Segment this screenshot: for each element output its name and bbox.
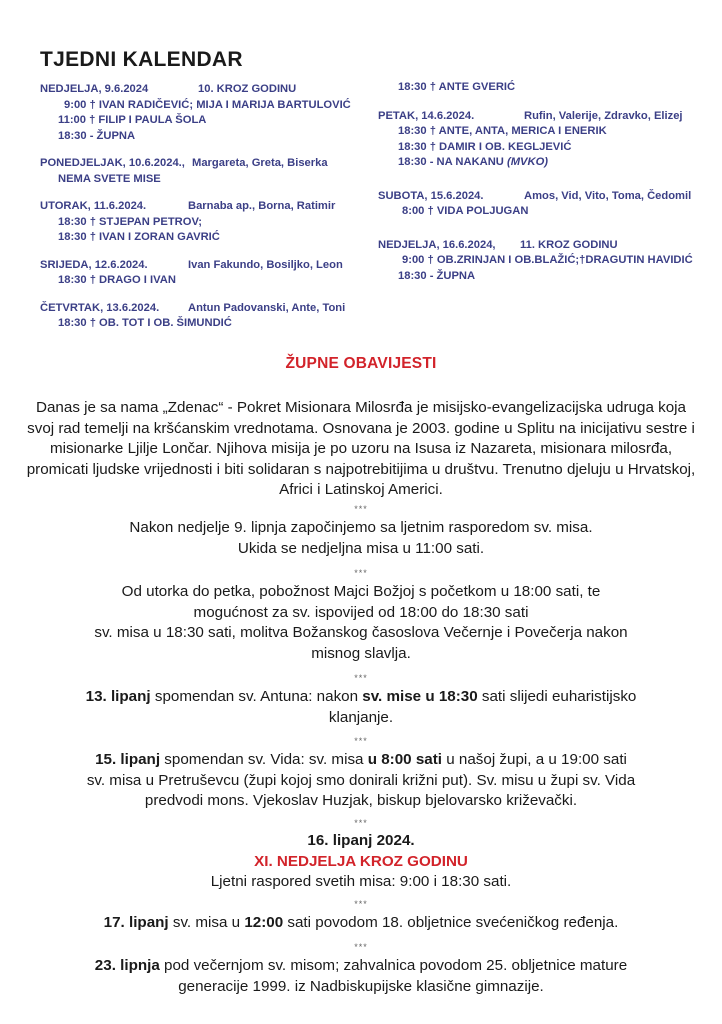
calendar-day-header (40, 82, 370, 98)
notice-line: klanjanje. (328, 708, 394, 726)
calendar-entry: 18:30 † IVAN I ZORAN GAVRIĆ (58, 231, 220, 243)
notice-text: sati povodom 18. obljetnice svećeničkog ređenja. (283, 914, 619, 931)
calendar-entry: 18:30 † OB. TOT I OB. ŠIMUNDIĆ (58, 317, 232, 329)
notice-line: Ukida se nedjeljna misa u 11:00 sati. (237, 539, 485, 557)
notice-line: sv. misa u 18:30 sati, molitva Božanskog časoslova Večernje i Povečerja nakon (94, 624, 628, 641)
notice-line (26, 913, 696, 934)
calendar-entry: 18:30 † DRAGO I IVAN (58, 274, 176, 286)
calendar-entry: NEMA SVETE MISE (58, 172, 161, 185)
notice-date-heading: 16. lipanj 2024. (307, 832, 415, 849)
notice-text: spomendan sv. Antuna: nakon (150, 688, 363, 705)
calendar-right-column (378, 80, 698, 284)
calendar-day-header (378, 189, 698, 205)
calendar-day-header (40, 258, 370, 274)
calendar-entry-text: 18:30 - NA NAKANU (398, 156, 504, 168)
notice-text: u našoj župi, a u 19:00 sati (442, 751, 627, 768)
calendar-entry: 9:00 † IVAN RADIČEVIĆ; MIJA I MARIJA BARTULOVIĆ (64, 98, 351, 111)
notice-text: pod večernjom sv. misom; zahvalnica povodom 25. obljetnice mature (159, 957, 628, 974)
page-title: TJEDNI KALENDAR (40, 48, 243, 71)
notice-line: generacije 1999. iz Nadbiskupijske klasične gimnazije. (178, 977, 544, 995)
notice-date: 17. lipanj (103, 914, 169, 931)
notice-date: 15. lipanj (95, 751, 161, 768)
notice-emphasis: sv. mise u 18:30 (362, 688, 478, 705)
calendar-entry (378, 155, 698, 171)
notice-paragraph (26, 913, 696, 934)
notice-text: sv. misa u (168, 914, 245, 931)
calendar-day-header (40, 301, 370, 317)
notice-line: predvodi mons. Vjekoslav Huzjak, biskup bjelovarsko križevački. (144, 792, 578, 809)
notice-date: 13. lipanj (85, 688, 151, 705)
calendar-day-saints: Margareta, Greta, Biserka (192, 157, 328, 169)
calendar-day-saints: Amos, Vid, Vito, Toma, Čedomil (524, 189, 692, 202)
calendar-entry: 18:30 † STJEPAN PETROV; (58, 215, 203, 228)
calendar-day-liturgy: 11. KROZ GODINU (520, 238, 618, 251)
calendar-day-header (378, 109, 698, 125)
separator: *** (354, 942, 368, 952)
notice-line: Ljetni raspored svetih misa: 9:00 i 18:30 sati. (210, 873, 512, 890)
separator: *** (354, 736, 368, 746)
separator: *** (354, 818, 368, 828)
calendar-day-saints: Ivan Fakundo, Bosiljko, Leon (188, 258, 343, 271)
notice-line: sv. misa u Pretruševcu (župi kojoj smo donirali križni put). Sv. misu u župi sv. Vida (86, 771, 636, 789)
calendar-day-date: SRIJEDA, 12.6.2024. (40, 258, 148, 271)
calendar-entry: 18:30 - ŽUPNA (398, 269, 476, 282)
notice-text: spomendan sv. Vida: sv. misa (160, 751, 368, 768)
notice-emphasis: u 8:00 sati (367, 751, 443, 768)
separator: *** (354, 568, 368, 578)
separator: *** (354, 899, 368, 909)
calendar-left-column (40, 82, 370, 332)
calendar-day-date: SUBOTA, 15.6.2024. (378, 189, 484, 202)
calendar-day-header (40, 199, 370, 215)
notice-line (26, 956, 696, 977)
calendar-entry: 18:30 † ANTE GVERIĆ (398, 81, 516, 93)
calendar-day-header (40, 156, 370, 172)
notice-line: Nakon nedjelje 9. lipnja započinjemo sa ljetnim rasporedom sv. misa. (129, 519, 593, 536)
calendar-day-saints: Rufin, Valerije, Zdravko, Elizej (524, 109, 683, 122)
calendar-entry: 18:30 - ŽUPNA (58, 129, 136, 142)
notice-line: mogućnost za sv. ispovijed od 18:00 do 18:30 sati (193, 603, 529, 621)
notice-line: misnog slavlja. (311, 644, 411, 662)
separator: *** (354, 504, 368, 514)
calendar-day-saints: Antun Padovanski, Ante, Toni (188, 301, 346, 314)
notice-text: sati slijedi euharistijsko (477, 688, 637, 705)
calendar-entry: 18:30 † DAMIR I OB. KEGLJEVIĆ (398, 140, 572, 153)
calendar-entry-note: (MVKO) (507, 156, 549, 168)
calendar-day-header (378, 238, 698, 254)
notice-date: 23. lipnja (94, 957, 160, 974)
calendar-day-liturgy: 10. KROZ GODINU (198, 83, 297, 95)
calendar-day-date: ČETVRTAK, 13.6.2024. (40, 301, 160, 314)
notice-line (26, 750, 696, 771)
notice-line: Od utorka do petka, pobožnost Majci Božjoj s početkom u 18:00 sati, te (121, 583, 601, 600)
notice-paragraph: Danas je sa nama „Zdenac“ - Pokret Misionara Milosrđa je misijsko-evangelizacijska udruga koja svoj rad temelji na kršćanskim vrednotama. Osnovana je 2003. godine u Splitu na inicijativu sestre i misionarke Ljilje Lončar. Njihova misija je po uzoru na Isusa iz Nazareta, misionara milosrđa, promicati ljudske vrijednosti i biti solidaran s najpotrebitijima u društvu. Trenutno djeluju u Hrvatskoj, Africi i Latinskoj Americi. (26, 399, 696, 498)
notice-paragraph (26, 831, 696, 893)
calendar-entry: 8:00 † VIDA POLJUGAN (402, 205, 529, 217)
notice-paragraph (26, 687, 696, 728)
calendar-entry: 18:30 † ANTE, ANTA, MERICA I ENERIK (398, 125, 607, 137)
calendar-day-saints: Barnaba ap., Borna, Ratimir (188, 200, 336, 212)
notice-sunday-title: XI. NEDJELJA KROZ GODINU (254, 852, 468, 870)
notice-emphasis: 12:00 (244, 914, 284, 931)
notice-paragraph (26, 518, 696, 559)
calendar-entry: 11:00 † FILIP I PAULA ŠOLA (58, 114, 207, 126)
notice-line (26, 687, 696, 708)
calendar-day-date: PETAK, 14.6.2024. (378, 109, 475, 122)
calendar-entry: 9:00 † OB.ZRINJAN I OB.BLAŽIĆ;†DRAGUTIN HAVIDIĆ (402, 254, 693, 266)
separator: *** (354, 673, 368, 683)
calendar-day-date: UTORAK, 11.6.2024. (40, 200, 147, 212)
calendar-day-date: NEDJELJA, 16.6.2024, (378, 238, 496, 251)
notice-paragraph (26, 750, 696, 812)
notices-heading: ŽUPNE OBAVIJESTI (285, 355, 437, 372)
notice-paragraph (26, 956, 696, 997)
calendar-day-date: NEDJELJA, 9.6.2024 (40, 83, 149, 95)
notice-paragraph (26, 582, 696, 664)
calendar-day-date: PONEDJELJAK, 10.6.2024., (40, 157, 185, 169)
